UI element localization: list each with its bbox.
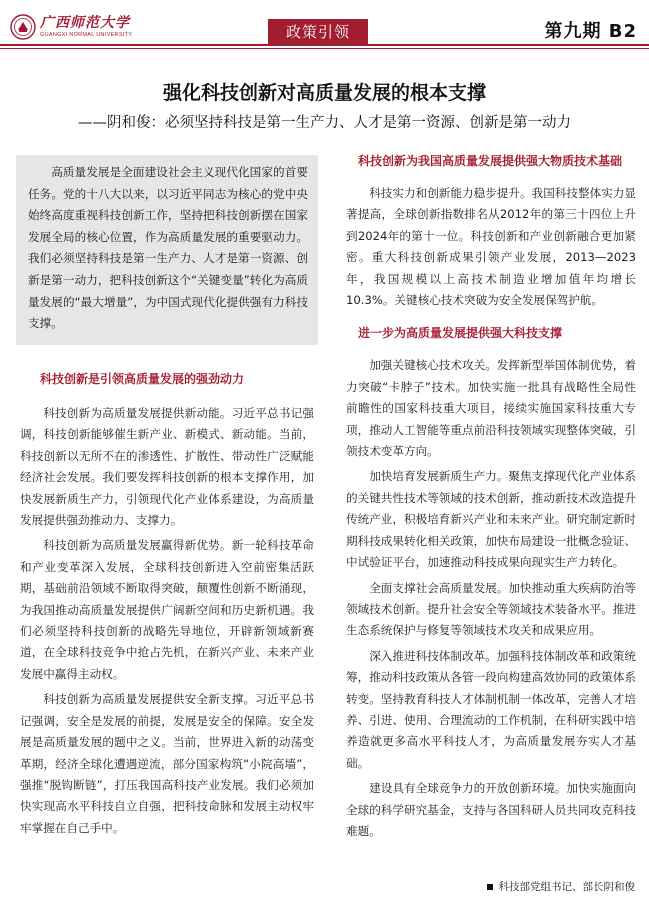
paragraph: 科技创新为高质量发展提供安全新支撑。习近平总书记强调，安全是发展的前提，发展是安全的保障。安全发展是高质量发展的题中之义。当前，世界进入新的动荡变革期，经济全球化遭遇逆流，部分国家构筑“小院高墙”，强推“脱钩断链”，打压我国高科技产业发展。我们必须加快实现高水平科技自立自强，把科技命脉和发展主动权牢牢掌握在自己手中。 [20, 692, 314, 835]
right-column [346, 153, 636, 842]
section-heading: 进一步为高质量发展提供强大科技支撑 [358, 326, 563, 341]
abstract-box [16, 155, 318, 345]
logo-english-name: GUANGXI NORMAL UNIVERSITY [40, 31, 133, 38]
paragraph: 加强关键核心技术攻关。发挥新型举国体制优势，着力突破“卡脖子”技术。加快实施一批具有战略性全局性前瞻性的国家科技重大项目，接续实施国家科技重大专项，推动人工智能等重点前沿科技领域实现整体突破，引领技术变革方向。 [346, 358, 636, 459]
paragraph: 全面支撑社会高质量发展。加快推动重大疾病防治等领域技术创新。提升社会安全等领域技术装备水平。推进生态系统保护与修复等领域技术攻关和成果应用。 [346, 580, 636, 638]
paragraph: 深入推进科技体制改革。加强科技体制改革和政策统筹，推动科技政策从各管一段向构建高效协同的政策体系转变。坚持教育科技人才体制机制一体改革，完善人才培养、引进、使用、合理流动的工作机制，在科研实践中培养造就更多高水平科技人才，为高质量发展夯实人才基础。 [346, 648, 636, 770]
header-divider [0, 44, 649, 46]
author-byline [487, 879, 636, 894]
section-heading: 科技创新为我国高质量发展提供强大物质技术基础 [358, 154, 623, 168]
section-heading: 科技创新是引领高质量发展的强劲动力 [40, 372, 245, 386]
issue-number: 第九期 B2 [544, 21, 637, 42]
paragraph: 加快培育发展新质生产力。聚焦支撑现代化产业体系的关键共性技术等领域的技术创新，推动新技术改造提升传统产业，积极培育新兴产业和未来产业。研究制定新时期科技成果转化相关政策，加快布局建设一批概念验证、中试验证平台，加速推动科技成果向现实生产力转化。 [346, 469, 636, 570]
left-column [20, 371, 314, 839]
paragraph: 科技创新为高质量发展赢得新优势。新一轮科技革命和产业变革深入发展，全球科技创新进入空前密集活跃期，基础前沿领域不断取得突破，颠覆性创新不断涌现，为我国推动高质量发展提供广阔新空间和历史新机遇。我们必须坚持科技创新的战略先导地位，开辟新领域新赛道，在全球科技竞争中抢占先机，在新兴产业、未来产业发展中赢得主动权。 [20, 538, 314, 681]
paragraph: 科技创新为高质量发展提供新动能。习近平总书记强调，科技创新能够催生新产业、新模式、新动能。当前，科技创新以无所不在的渗透性、扩散性、带动性广泛赋能经济社会发展。我们要发挥科技创新的根本支撑作用，加快发展新质生产力，引领现代化产业体系建设，为高质量发展提供强劲推动力、支撑力。 [20, 406, 314, 528]
header-divider-thin [0, 48, 649, 49]
logo-chinese-name: 广西师范大学 [40, 14, 130, 31]
square-bullet-icon [487, 884, 493, 890]
paragraph: 建设具有全球竞争力的开放创新环境。加快实施面向全球的科学研究基金，支持与各国科研人员共同攻克科技难题。 [346, 781, 636, 838]
university-logo [10, 14, 132, 40]
page-header [0, 0, 649, 58]
university-seal-icon [10, 14, 36, 40]
logo-text [40, 16, 132, 39]
paragraph: 科技实力和创新能力稳步提升。我国科技整体实力显著提高，全球创新指数排名从2012年的第三十四位上升到2024年的第十一位。科技创新和产业创新融合更加紧密。重大科技创新成果引领产业发展，2013—2023年，我国规模以上高技术制造业增加值年均增长10.3%。关键核心技术突破为安全发展保驾护航。 [346, 186, 636, 308]
section-tag: 政策引领 [268, 19, 368, 46]
article-title: 强化科技创新对高质量发展的根本支撑 [162, 82, 486, 104]
author-name: 科技部党组书记、部长阴和俊 [498, 881, 635, 893]
abstract-text: 高质量发展是全面建设社会主义现代化国家的首要任务。党的十八大以来，以习近平同志为核心的党中央始终高度重视科技创新工作，坚持把科技创新摆在国家发展全局的核心位置，作为高质量发展的重要驱动力。我们必须坚持科技是第一生产力、人才是第一资源、创新是第一动力，把科技创新这个“关键变量”转化为高质量发展的“最大增量”，为中国式现代化提供强有力科技支撑。 [28, 165, 308, 331]
article-subtitle: ——阴和俊：必须坚持科技是第一生产力、人才是第一资源、创新是第一动力 [78, 115, 571, 131]
